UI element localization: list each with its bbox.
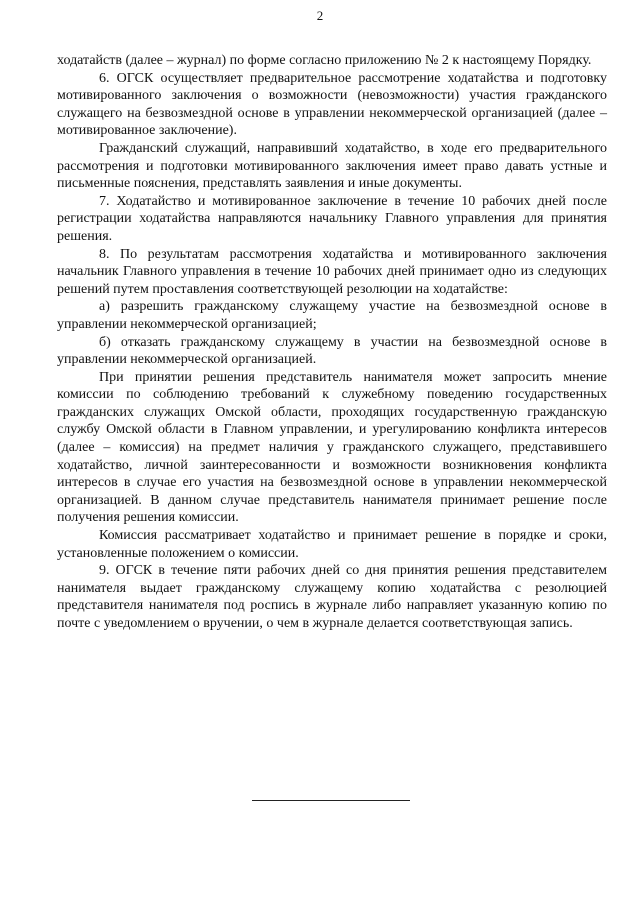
- paragraph-item-6: 6. ОГСК осуществляет предварительное рассмотрение ходатайства и подготовку мотивированного заключения о возможности (невозможности) участия гражданского служащего на безвозмездной основе в управлении некоммерческой организацией (далее – мотивированное заключение).: [57, 70, 607, 139]
- paragraph-commission-review: Комиссия рассматривает ходатайство и принимает решение в порядке и сроки, установленные положением о комиссии.: [57, 528, 607, 561]
- page-number: 2: [316, 8, 324, 23]
- paragraph-option-b: б) отказать гражданскому служащему в участии на безвозмездной основе в управлении некоммерческой организацией.: [57, 334, 607, 368]
- paragraph-commission-request: При принятии решения представитель нанимателя может запросить мнение комиссии по соблюдению требований к служебному поведению государственных гражданских служащих Омской области, проходящих государственную гражданскую службу Омской области в Главном управлении, и урегулированию конфликта интересов (далее – комиссия) на предмет наличия у гражданского служащего, представившего ходатайство, личной заинтересованности и возможности возникновения конфликта интересов в случае его участия на безвозмездной основе в управлении некоммерческой организацией. В данном случае представитель нанимателя принимает решение после получения решения комиссии.: [57, 369, 607, 526]
- paragraph-employee-rights: Гражданский служащий, направивший ходатайство, в ходе его предварительного рассмотрения и подготовки мотивированного заключения имеет право давать устные и письменные пояснения, представлять заявления и иные документы.: [57, 140, 607, 192]
- paragraph-item-7: 7. Ходатайство и мотивированное заключение в течение 10 рабочих дней после регистрации ходатайства направляются начальнику Главного управления для принятия решения.: [57, 193, 607, 244]
- paragraph-item-8: 8. По результатам рассмотрения ходатайства и мотивированного заключения начальник Главного управления в течение 10 рабочих дней принимает одно из следующих решений путем проставления соответствующей резолюции на ходатайстве:: [57, 246, 607, 297]
- paragraph-option-a: а) разрешить гражданскому служащему участие на безвозмездной основе в управлении некоммерческой организацией;: [57, 299, 607, 332]
- paragraph-item-9: 9. ОГСК в течение пяти рабочих дней со дня принятия решения представителем нанимателя выдает гражданскому служащему копию ходатайства с резолюцией представителя нанимателя под роспись в журнале либо направляет указанную копию по почте с уведомлением о вручении, о чем в журнале делается соответствующая запись.: [57, 563, 607, 631]
- end-of-document-rule: [252, 800, 410, 801]
- document-body: [57, 52, 607, 633]
- paragraph-journal-form: ходатайств (далее – журнал) по форме согласно приложению № 2 к настоящему Порядку.: [57, 53, 592, 68]
